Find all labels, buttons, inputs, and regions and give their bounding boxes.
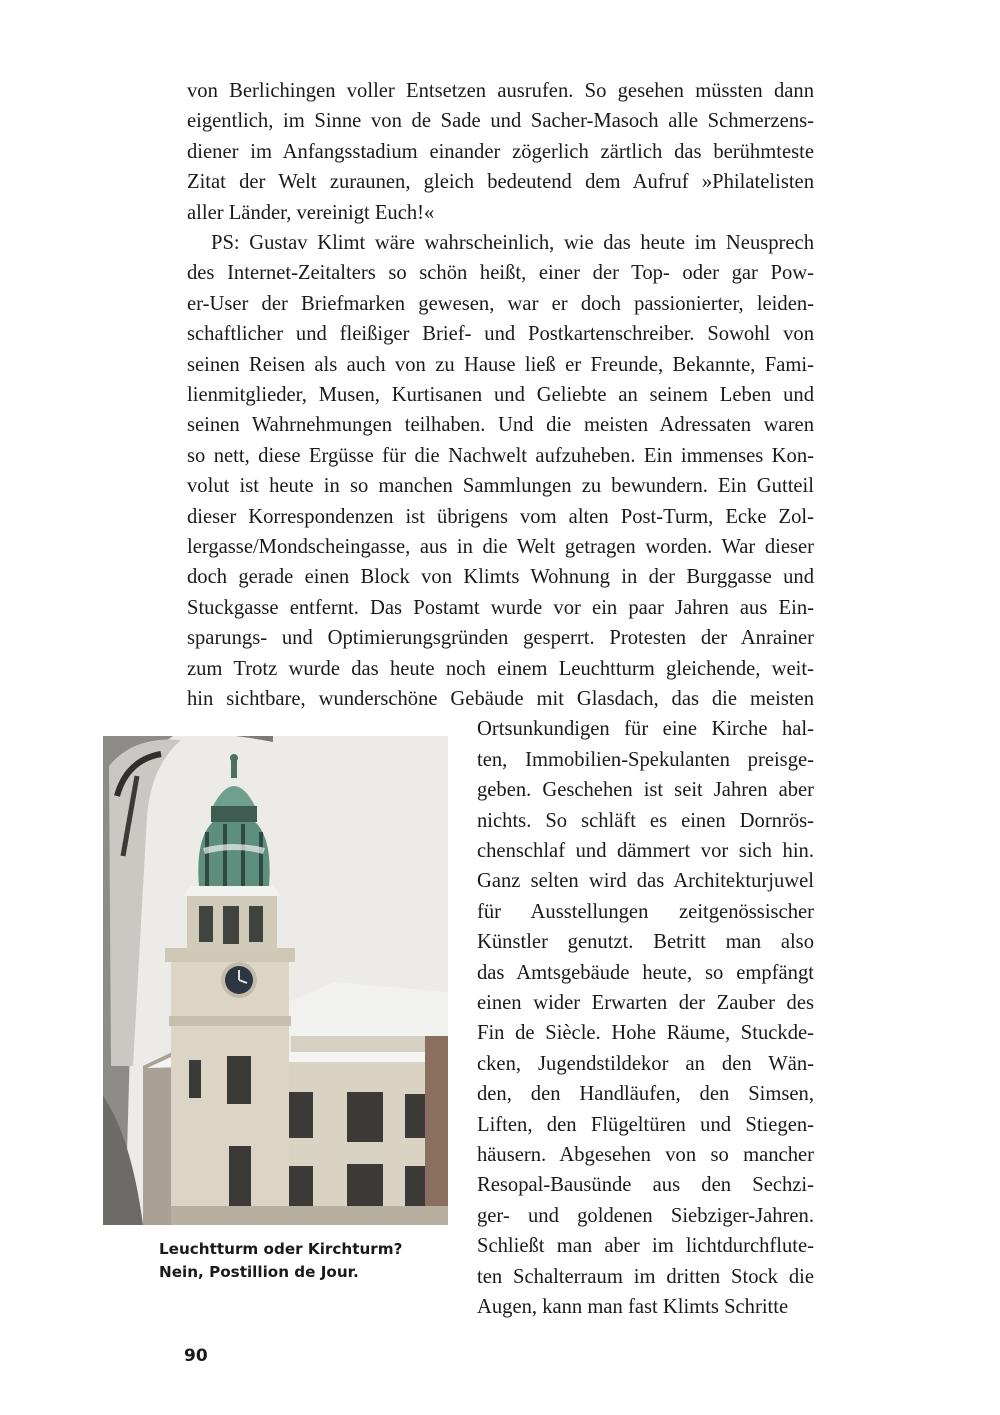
body-line: lergasse/Mondscheingasse, aus in die Welt getragen worden. War dieser bbox=[187, 536, 814, 558]
body-line: hin sichtbare, wunderschöne Gebäude mit Glasdach, das die meisten bbox=[187, 688, 814, 710]
page-number: 90 bbox=[184, 1346, 208, 1366]
body-line: schaftlicher und fleißiger Brief- und Postkartenschreiber. Sowohl von bbox=[187, 323, 814, 345]
column-line: häusern. Abgesehen von so mancher bbox=[477, 1144, 814, 1166]
column-line: ten, Immobilien-Spekulanten preisge- bbox=[477, 749, 814, 771]
body-line: dieser Korrespondenzen ist übrigens vom alten Post-Turm, Ecke Zol- bbox=[187, 506, 814, 528]
body-line: von Berlichingen voller Entsetzen ausrufen. So gesehen müssten dann bbox=[187, 80, 814, 102]
column-line: chenschlaf und dämmert vor sich hin. bbox=[477, 840, 814, 862]
column-line: ten Schalterraum im dritten Stock die bbox=[477, 1266, 814, 1288]
column-line: den, den Handläufen, den Simsen, bbox=[477, 1083, 814, 1105]
body-line: doch gerade einen Block von Klimts Wohnung in der Burggasse und bbox=[187, 566, 814, 588]
column-line: Schließt man aber im lichtdurchflute- bbox=[477, 1235, 814, 1257]
column-line: Resopal-Bausünde aus den Sechzi- bbox=[477, 1174, 814, 1196]
column-line: nichts. So schläft es einen Dornrös- bbox=[477, 810, 814, 832]
body-line: volut ist heute in so manchen Sammlungen zu bewundern. Ein Gutteil bbox=[187, 475, 814, 497]
caption-line-2: Nein, Postillion de Jour. bbox=[159, 1263, 359, 1281]
body-line: seinen Wahrnehmungen teilhaben. Und die meisten Adressaten waren bbox=[187, 414, 814, 436]
body-line: PS: Gustav Klimt wäre wahrscheinlich, wie das heute im Neusprech bbox=[211, 232, 814, 254]
body-line: er-User der Briefmarken gewesen, war er doch passionierter, leiden- bbox=[187, 293, 814, 315]
column-line: Liften, den Flügeltüren und Stiegen- bbox=[477, 1114, 814, 1136]
column-line: Ganz selten wird das Architekturjuwel bbox=[477, 870, 814, 892]
post-tower-photo bbox=[103, 736, 448, 1225]
body-line: eigentlich, im Sinne von de Sade und Sacher-Masoch alle Schmerzens- bbox=[187, 110, 814, 132]
body-line: lienmitglieder, Musen, Kurtisanen und Geliebte an seinem Leben und bbox=[187, 384, 814, 406]
column-line: Künstler genutzt. Betritt man also bbox=[477, 931, 814, 953]
column-line: ger- und goldenen Siebziger-Jahren. bbox=[477, 1205, 814, 1227]
body-line: diener im Anfangsstadium einander zögerlich zärtlich das berühmteste bbox=[187, 141, 814, 163]
column-line: das Amtsgebäude heute, so empfängt bbox=[477, 962, 814, 984]
column-line: für Ausstellungen zeitgenössischer bbox=[477, 901, 814, 923]
body-line: zum Trotz wurde das heute noch einem Leuchtturm gleichende, weit- bbox=[187, 658, 814, 680]
column-line: Ortsunkundigen für eine Kirche hal- bbox=[477, 718, 814, 740]
caption-line-1: Leuchtturm oder Kirchturm? bbox=[159, 1240, 403, 1258]
column-line: Fin de Siècle. Hohe Räume, Stuckde- bbox=[477, 1022, 814, 1044]
body-line: Zitat der Welt zuraunen, gleich bedeutend dem Aufruf »Philatelisten bbox=[187, 171, 814, 193]
column-line: Augen, kann man fast Klimts Schritte bbox=[477, 1296, 789, 1318]
photo-caption bbox=[159, 1238, 402, 1284]
body-line: des Internet-Zeitalters so schön heißt, einer der Top- oder gar Pow- bbox=[187, 262, 814, 284]
column-line: geben. Geschehen ist seit Jahren aber bbox=[477, 779, 814, 801]
body-line: sparungs- und Optimierungsgründen gesperrt. Protesten der Anrainer bbox=[187, 627, 814, 649]
column-line: einen wider Erwarten der Zauber des bbox=[477, 992, 814, 1014]
column-line: cken, Jugendstildekor an den Wän- bbox=[477, 1053, 814, 1075]
body-line: Stuckgasse entfernt. Das Postamt wurde vor ein paar Jahren aus Ein- bbox=[187, 597, 814, 619]
body-line: aller Länder, vereinigt Euch!« bbox=[187, 202, 435, 224]
body-line: so nett, diese Ergüsse für die Nachwelt aufzuheben. Ein immenses Kon- bbox=[187, 445, 814, 467]
body-line: seinen Reisen als auch von zu Hause ließ er Freunde, Bekannte, Fami- bbox=[187, 354, 814, 376]
